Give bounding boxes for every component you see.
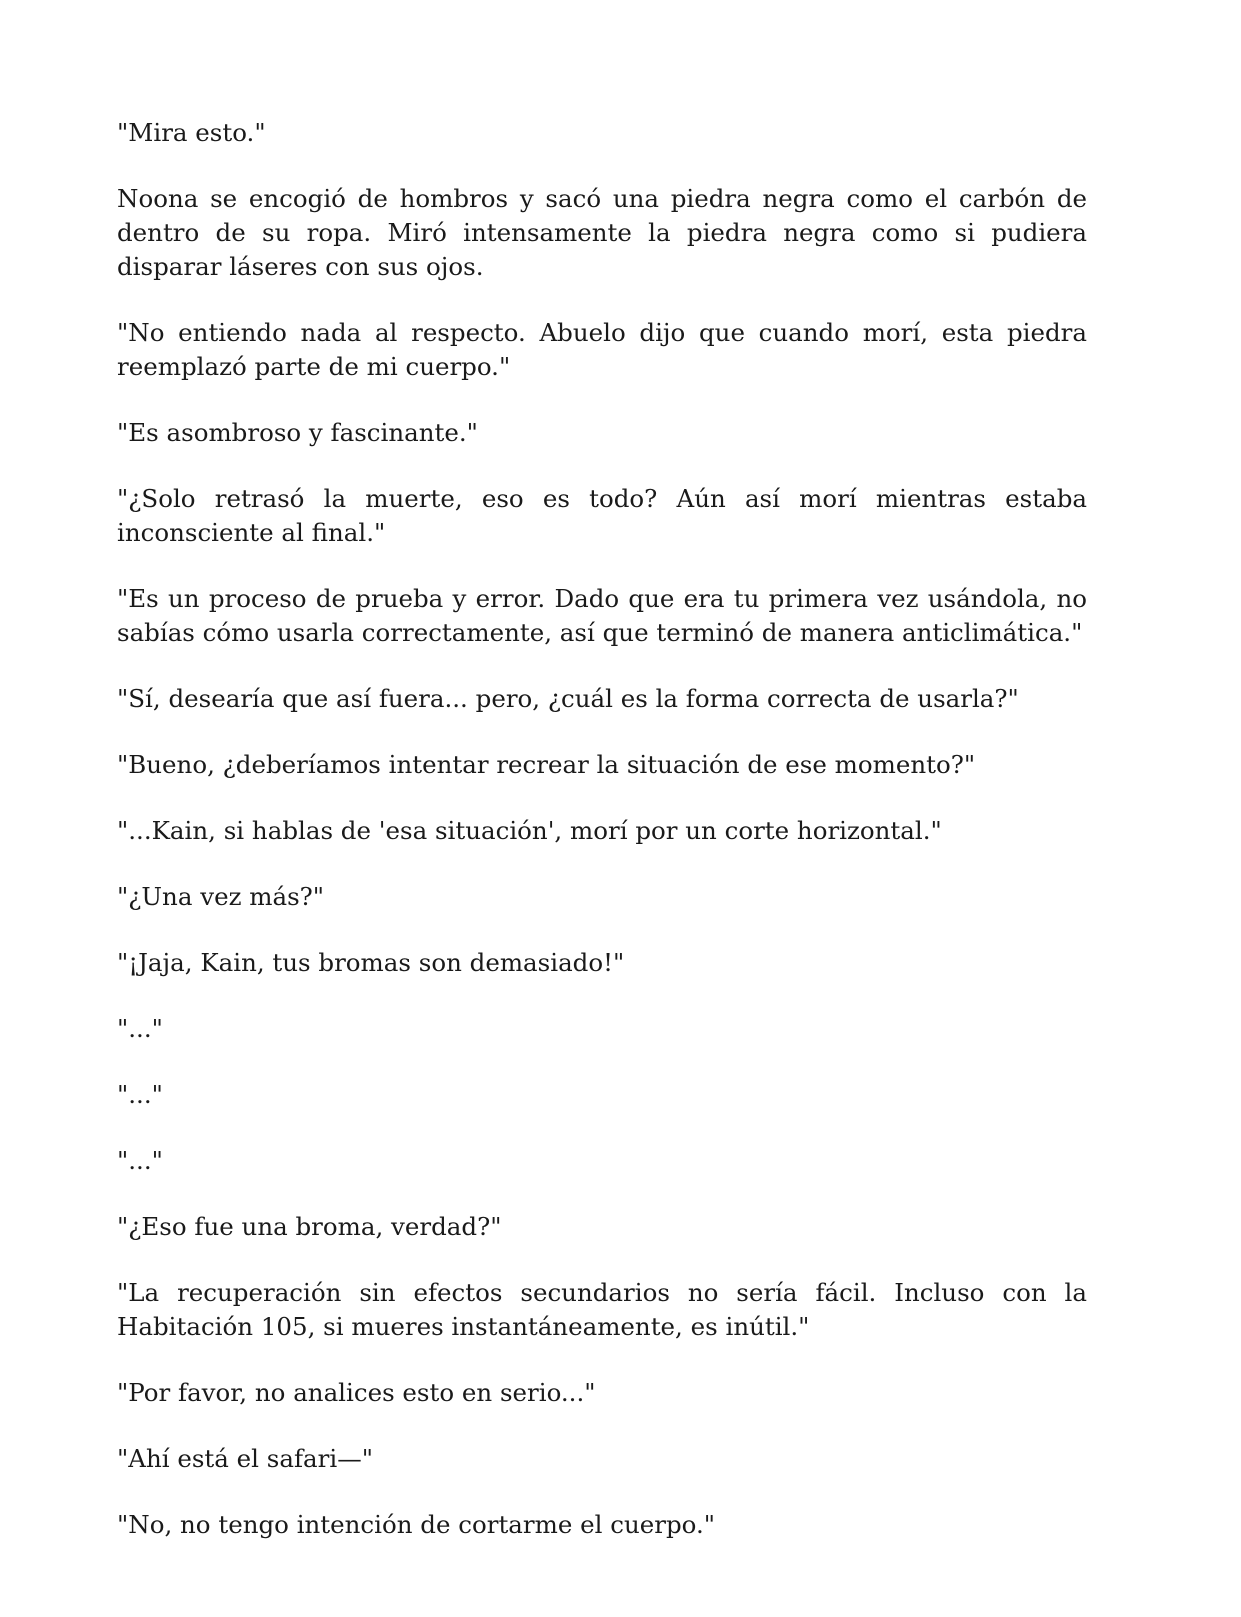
paragraph: "No entiendo nada al respecto. Abuelo dijo que cuando morí, esta piedra reemplazó parte de mi cuerpo." <box>117 318 1087 381</box>
paragraph: "..." <box>117 1146 163 1175</box>
paragraph: "...Kain, si hablas de 'esa situación', morí por un corte horizontal." <box>117 816 942 845</box>
paragraph: "..." <box>117 1080 163 1109</box>
paragraph: "Bueno, ¿deberíamos intentar recrear la situación de ese momento?" <box>117 750 976 779</box>
paragraph: "Por favor, no analices esto en serio..." <box>117 1378 596 1407</box>
paragraph: "Es un proceso de prueba y error. Dado que era tu primera vez usándola, no sabías cómo usarla correctamente, así que terminó de manera anticlimática." <box>117 584 1087 647</box>
paragraph: Noona se encogió de hombros y sacó una piedra negra como el carbón de dentro de su ropa. Miró intensamente la piedra negra como si pudiera disparar láseres con sus ojos. <box>117 184 1087 281</box>
paragraph: "..." <box>117 1014 163 1043</box>
paragraph: "Ahí está el safari—" <box>117 1444 373 1473</box>
paragraph: "¿Eso fue una broma, verdad?" <box>117 1212 502 1241</box>
paragraph: "¿Solo retrasó la muerte, eso es todo? Aún así morí mientras estaba inconsciente al final." <box>117 484 1087 547</box>
paragraph: "Es asombroso y fascinante." <box>117 418 478 447</box>
paragraph: "Mira esto." <box>117 118 266 147</box>
paragraph: "No, no tengo intención de cortarme el cuerpo." <box>117 1510 716 1539</box>
text-column <box>117 116 1087 1574</box>
paragraph: "Sí, desearía que así fuera... pero, ¿cuál es la forma correcta de usarla?" <box>117 684 1019 713</box>
paragraph: "La recuperación sin efectos secundarios no sería fácil. Incluso con la Habitación 105, si mueres instantáneamente, es inútil." <box>117 1278 1087 1341</box>
paragraph: "¡Jaja, Kain, tus bromas son demasiado!" <box>117 948 625 977</box>
paragraph: "¿Una vez más?" <box>117 882 325 911</box>
